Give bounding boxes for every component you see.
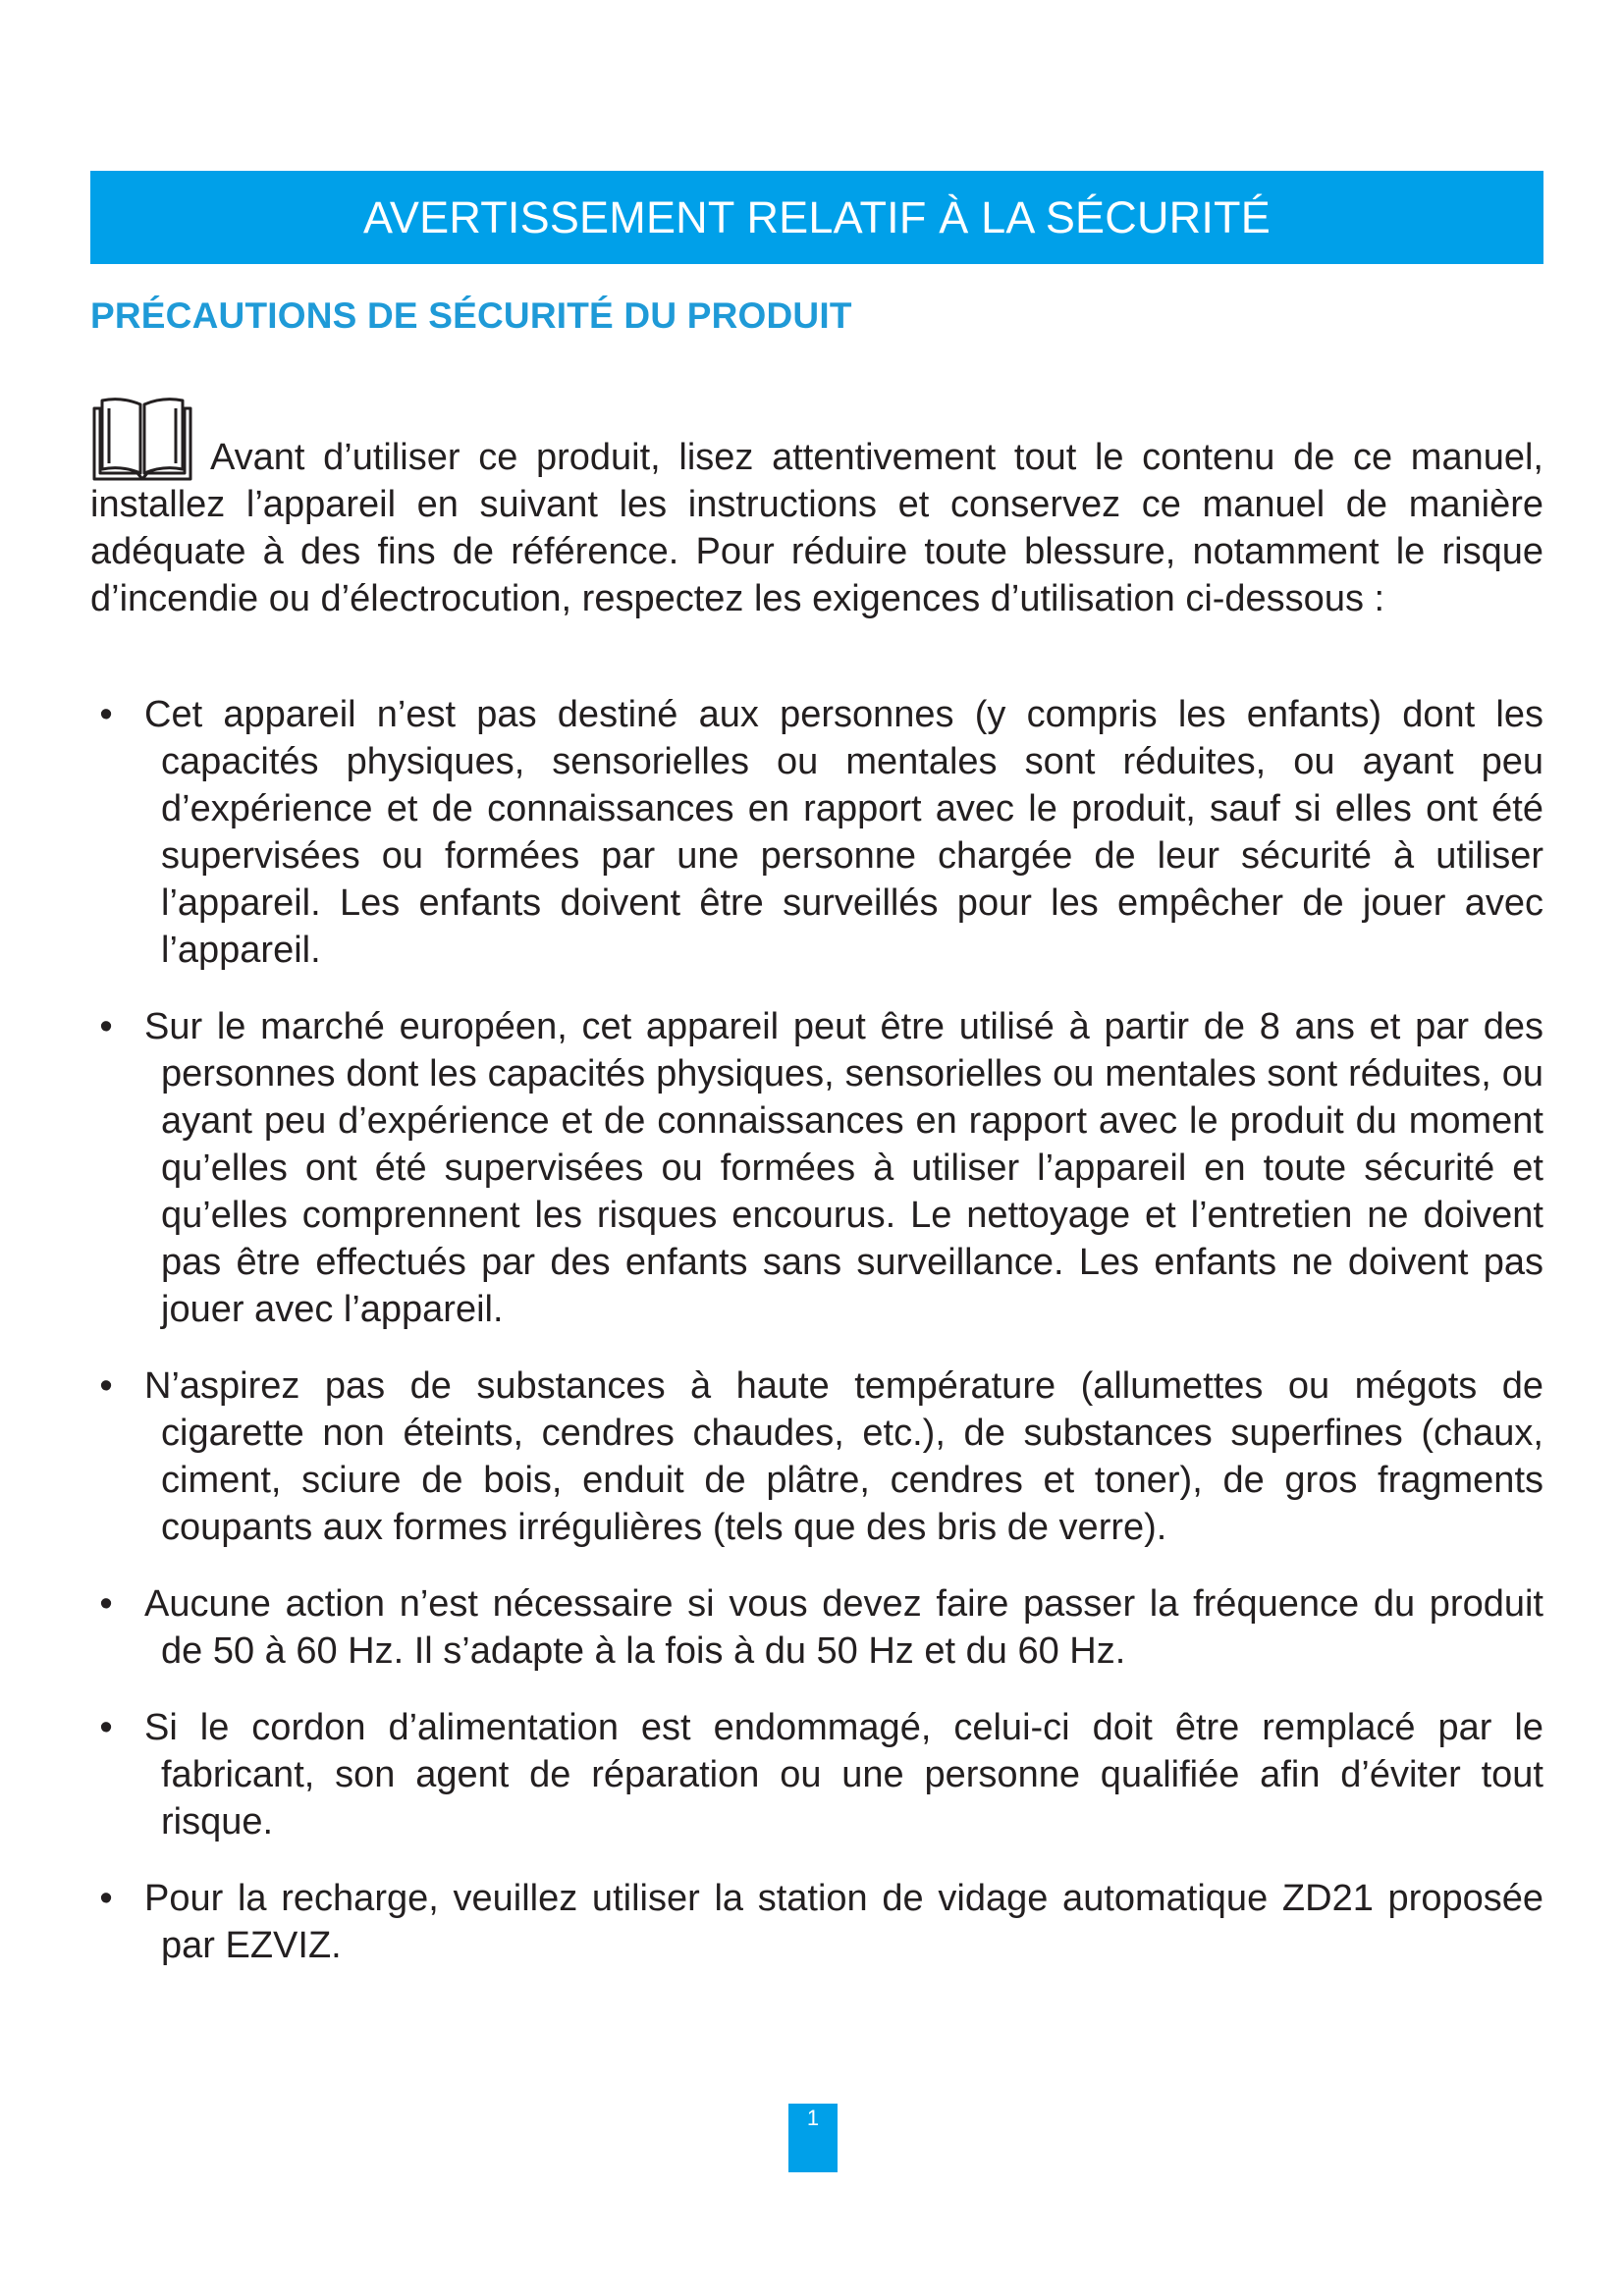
- bullet-marker: •: [99, 1878, 113, 1919]
- bullet-text: Si le cordon d’alimentation est endommagé, celui-ci doit être remplacé par le fabricant, son agent de réparation ou une personne qualifiée afin d’éviter tout risque.: [144, 1707, 1543, 1842]
- bullet-text: Sur le marché européen, cet appareil peut être utilisé à partir de 8 ans et par des personnes dont les capacités physiques, sensorielles ou mentales sont réduites, ou ayant peu d’expérience et de connaissances en rapport avec le produit du moment qu’elles ont été supervisées ou formées à utiliser l’appareil en toute sécurité et qu’elles comprennent les risques encourus. Le nettoyage et l’entretien ne doivent pas être effectués par des enfants sans surveillance. Les enfants ne doivent pas jouer avec l’appareil.: [144, 1006, 1543, 1330]
- bullet-text: Pour la recharge, veuillez utiliser la station de vidage automatique ZD21 proposée par EZVIZ.: [144, 1878, 1543, 1966]
- page-number: 1: [788, 2104, 838, 2172]
- bullet-marker: •: [99, 1583, 113, 1625]
- bullet-text: N’aspirez pas de substances à haute température (allumettes ou mégots de cigarette non éteints, cendres chaudes, etc.), de substances superfines (chaux, ciment, sciure de bois, enduit de plâtre, cendres et toner), de gros fragments coupants aux formes irrégulières (tels que des bris de verre).: [144, 1365, 1543, 1548]
- safety-bullet-list: [90, 691, 1543, 1999]
- bullet-marker: •: [99, 1006, 113, 1047]
- bullet-marker: •: [99, 1707, 113, 1748]
- page-header-bar: AVERTISSEMENT RELATIF À LA SÉCURITÉ: [90, 171, 1543, 264]
- bullet-marker: •: [99, 694, 113, 735]
- list-item: [90, 1003, 1543, 1333]
- list-item: [90, 1580, 1543, 1675]
- list-item: [90, 1362, 1543, 1551]
- intro-paragraph: [90, 395, 1543, 622]
- list-item: [90, 1875, 1543, 1969]
- intro-text: Avant d’utiliser ce produit, lisez attentivement tout le contenu de ce manuel, installez l’appareil en suivant les instructions et conservez ce manuel de manière adéquate à des fins de référence. Pour réduire toute blessure, notamment le risque d’incendie ou d’électrocution, respectez les exigences d’utilisation ci-dessous :: [90, 437, 1543, 619]
- bullet-text: Cet appareil n’est pas destiné aux personnes (y compris les enfants) dont les capacités physiques, sensorielles ou mentales sont réduites, ou ayant peu d’expérience et de connaissances en rapport avec le produit, sauf si elles ont été supervisées ou formées par une personne chargée de leur sécurité à utiliser l’appareil. Les enfants doivent être surveillés pour les empêcher de jouer avec l’appareil.: [144, 694, 1543, 971]
- bullet-text: Aucune action n’est nécessaire si vous devez faire passer la fréquence du produit de 50 à 60 Hz. Il s’adapte à la fois à du 50 Hz et du 60 Hz.: [144, 1583, 1543, 1672]
- section-title: PRÉCAUTIONS DE SÉCURITÉ DU PRODUIT: [90, 295, 852, 336]
- list-item: [90, 691, 1543, 974]
- bullet-marker: •: [99, 1365, 113, 1407]
- list-item: [90, 1704, 1543, 1845]
